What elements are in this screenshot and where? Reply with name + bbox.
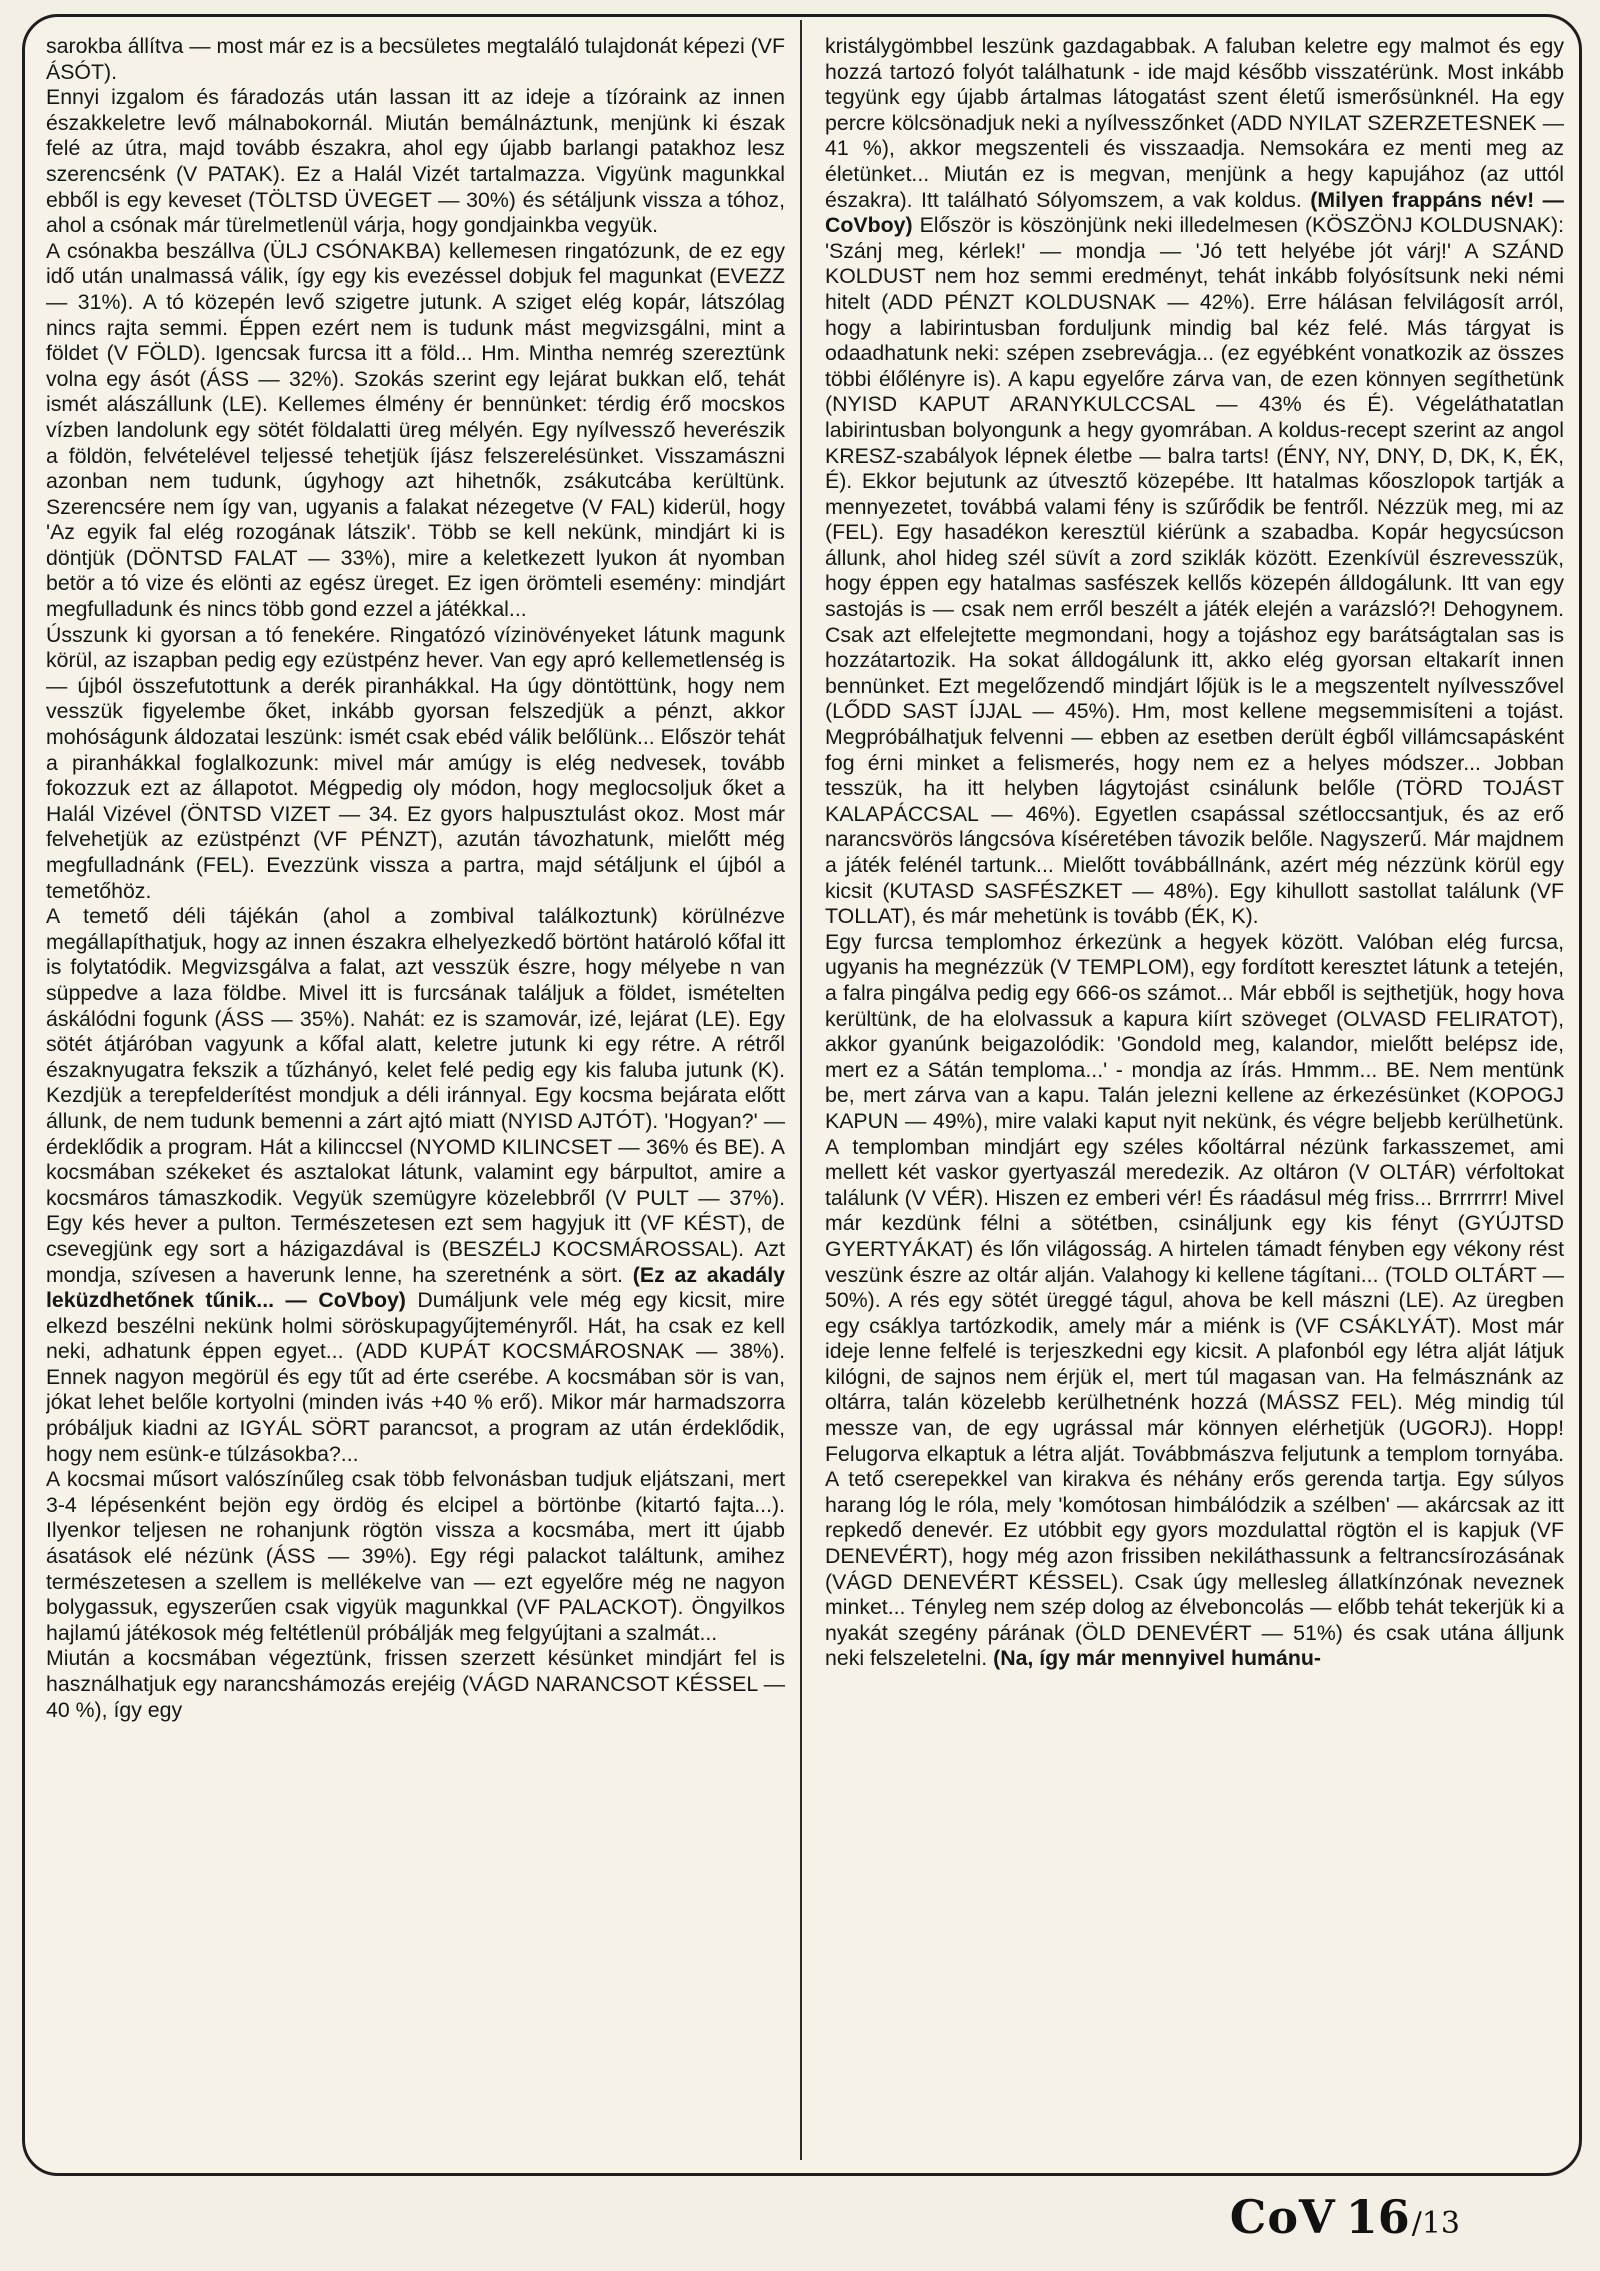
paragraph: Egy furcsa templomhoz érkezünk a hegyek között. Valóban elég furcsa, ugyanis ha megnézzük (V TEMPLOM), egy fordított keresztet látunk a tetején, a falra pingálva pedig egy 666-os számot... Már ebből is sejthetjük, hogy hova kerültünk, de ha elolvassuk a kapura kiírt szöveget (OLVASD FELIRATOT), akkor gyanúnk beigazolódik: 'Gondold meg, kalandor, mielőtt belépsz ide, mert ez a Sátán temploma...' - mondja az írás. Hmmm... BE. Nem mentünk be, mert zárva van a kapu. Talán jelezni kellene az érkezésünket (KOPOGJ KAPUN — 49%), mire valaki kaput nyit nekünk, és végre beljebb kerülhetünk. A templomban mindjárt egy széles kőoltárral nézünk farkasszemet, ami mellett két vaskor gyertyaszál meredezik. Az oltáron (V OLTÁR) vérfoltokat találunk (V VÉR). Hiszen ez emberi vér! És ráadásul még friss... Brrrrrrr! Mivel már kezdünk félni a sötétben, csináljunk egy kis fényt (GYÚJTSD GYERTYÁKAT) és lőn világosság. A hirtelen támadt fényben egy vékony rést veszünk észre az oltár alján. Valahogy ki kellene tágítani... (TOLD OLTÁRT — 50%). A rés egy sötét üreggé tágul, ahova be kell mászni (LE). Az üregben egy csáklya tartózkodik, amely már a miénk is (VF CSÁKLYÁT). Most már ideje lenne felfelé is terjeszkedni egy kicsit. A plafonból egy létra alját látjuk kilógni, de sajnos nem érjük el, mert túl magasan van. Ha felmásznánk az oltárra, talán közelebb kerülhetnénk hozzá (MÁSSZ FEL). Még mindig túl messze van, de egy ugrással már könnyen elérhetjük (UGORJ). Hopp! Felugorva elkaptuk a létra alját. Továbbmászva feljutunk a templom tornyába. A tető cserepekkel van kirakva és néhány erős gerenda tartja. Egy súlyos harang lóg le róla, mely 'komótosan himbálódzik a szélben' — akárcsak az itt repkedő denevér. Ez utóbbit egy gyors mozdulattal rögtön el is kapjuk (VF DENEVÉRT), hogy még azon frissiben nekiláthassunk a feltrancsírozásának (VÁGD DENEVÉRT KÉSSEL). Csak úgy mellesleg állatkínzónak neveznek minket... Tényleg nem szép dolog az élveboncolás — előbb tehát tekerjük ki a nyakát szegény párának (ÖLD DENEVÉRT — 51%) és csak utána álljunk neki felszeletelni. <box>825 929 1564 1671</box>
paragraph: Ússzunk ki gyorsan a tó fenekére. Ringatózó vízinövényeket látunk magunk körül, az iszapban pedig egy ezüstpénz hever. Van egy apró kellemetlenség is — újból összefutottunk a derék piranhákkal. Ha úgy döntöttünk, hogy nem vesszük figyelembe őket, inkább gyorsan felszedjük a pénzt, akkor mohóságunk áldozatai leszünk: ismét csak ebéd válik belőlünk... Először tehát a piranhákkal foglalkozunk: mivel már amúgy is elég nedvesek, tovább fokozzuk ezt az állapotot. Mégpedig oly módon, hogy meglocsoljuk őket a Halál Vizével (ÖNTSD VIZET — 34. Ez gyors halpusztulást okoz. Most már felvehetjük az ezüstpénzt (VF PÉNZT), azután távozhatunk, mielőtt még megfulladnánk (FEL). Evezzünk vissza a partra, majd sétáljunk el újból a temetőhöz. <box>46 622 785 903</box>
paragraph: Ennyi izgalom és fáradozás után lassan itt az ideje a tízóraink az innen északkeletre levő málnabokornál. Miután bemálnáztunk, menjünk ki észak felé az útra, majd tovább északra, ahol egy újabb barlangi patakhoz lesz szerencsénk (V PATAK). Ez a Halál Vizét tartalmazza. Vigyünk magunkkal ebből is egy keveset (TÖLTSD ÜVEGET — 30%) és sétáljunk vissza a tóhoz, ahol a csónak már türelmetlenül várja, hogy gondjainkba vegyük. <box>46 85 785 238</box>
article-columns <box>46 34 1564 2162</box>
page-number: 13 <box>1421 2206 1460 2241</box>
magazine-name: CoV <box>1229 2190 1336 2244</box>
paragraph: Miután a kocsmában végeztünk, frissen szerzett késünket mindjárt fel is használhatjuk egy narancshámozás erejéig (VÁGD NARANCSOT KÉSSEL — 40 %), így egy <box>46 1646 785 1722</box>
editor-comment: (Ez az akadály leküzdhetőnek tűnik... — CoVboy) <box>46 1262 785 1313</box>
paragraph: A csónakba beszállva (ÜLJ CSÓNAKBA) kellemesen ringatózunk, de ez egy idő után unalmassá válik, így egy kis evezéssel dobjuk fel magunkat (EVEZZ — 31%). A tó közepén levő szigetre jutunk. A sziget elég kopár, látszólag nincs rajta semmi. Éppen ezért nem is tudunk mást megvizsgálni, mint a földet (V FÖLD). Igencsak furcsa itt a föld... Hm. Mintha nemrég szereztünk volna egy ásót (ÁSS — 32%). Szokás szerint egy lejárat bukkan elő, tehát ismét alászállunk (LE). Kellemes élmény ér bennünket: térdig érő mocskos vízben landolunk egy sötét földalatti üreg mélyén. Egy nyílvessző heverészik a földön, felvételével teljessé tehetjük íjász felszerelésünket. Visszamászni azonban nem tudunk, úgyhogy azt hihetnők, zsákutcába kerültünk. Szerencsére nem így van, ugyanis a falakat nézegetve (V FAL) kiderül, hogy 'Az egyik fal elég rozogának látszik'. Több se kell nekünk, mindjárt ki is döntjük (DÖNTSD FALAT — 33%), mire a keletkezett lyukon át nyomban betör a tó vize és elönti az egész üreget. Ez igen örömteli esemény: mindjárt megfulladunk és nincs több gond ezzel a játékkal... <box>46 238 785 622</box>
paragraph: Dumáljunk vele még egy kicsit, mire elkezd beszélni nekünk holmi söröskupagyűjteményről. Hát, ha csak ez kell neki, adhatunk éppen egyet... (ADD KUPÁT KOCSMÁROSNAK — 38%). Ennek nagyon megörül és egy tűt ad érte cserébe. A kocsmában sör is van, jókat lehet belőle kortyolni (minden ivás +40 % erő). Mikor már harmadszorra próbáljuk kiadni az IGYÁL SÖRT parancsot, a program az után érdeklődik, hogy nem esünk-e túlzásokba?... <box>46 1288 785 1466</box>
left-column <box>46 34 785 2162</box>
editor-comment: (Na, így már mennyivel humánu- <box>993 1646 1321 1671</box>
paragraph: A kocsmai műsort valószínűleg csak több felvonásban tudjuk eljátszani, mert 3-4 lépésenként bejön egy ördög és elcipel a börtönbe (kitartó fajta...). Ilyenkor teljesen ne rohanjunk rögtön vissza a kocsmába, mert itt újabb ásatások elé nézünk (ÁSS — 39%). Egy régi palackot találtunk, amihez természetesen a szellem is mellékelve van — ezt egyelőre még ne nagyon bolygassuk, egyszerűen csak vigyük magunkkal (VF PALACKOT). Öngyilkos hajlamú játékosok még feltétlenül próbálják meg felgyújtani a szalmát... <box>46 1467 785 1645</box>
paragraph: A temető déli tájékán (ahol a zombival találkoztunk) körülnézve megállapíthatjuk, hogy az innen északra elhelyezkedő börtönt határoló kőfal itt is folytatódik. Megvizsgálva a falat, azt vesszük észre, hogy mélyebe n van süppedve a laza földbe. Mivel itt is furcsának találjuk a földet, ismételten áskálódni fogunk (ÁSS — 35%). Nahát: ez is szamovár, izé, lejárat (LE). Egy sötét átjáróban vagyunk a kőfal alatt, keletre jutunk ki egy rétre. A rétről északnyugatra fekszik a tűzhányó, kelet felé pedig egy kis faluba jutunk (K). Kezdjük a terepfelderítést mondjuk a déli iránnyal. Egy kocsma bejárata előtt állunk, de nem tudunk bemenni a zárt ajtó miatt (NYISD AJTÓT). 'Hogyan?' — érdeklődik a program. Hát a kilinccsel (NYOMD KILINCSET — 36% és BE). A kocsmában székeket és asztalokat látunk, valamint egy bárpultot, amire a kocsmáros támaszkodik. Vegyük szemügyre közelebbről (V PULT — 37%). Egy kés hever a pulton. Természetesen ezt sem hagyjuk itt (VF KÉST), de csevegjünk egy sort a házigazdával is (BESZÉLJ KOCSMÁROSSAL). Azt mondja, szívesen a haverunk lenne, ha szeretnénk a sört. <box>46 904 785 1287</box>
paragraph: Először is köszönjünk neki illedelmesen (KÖSZÖNJ KOLDUSNAK): 'Szánj meg, kérlek!' — mondja — 'Jó tett helyébe jót várj!' A SZÁND KOLDUST nem hoz semmi eredményt, tehát inkább folyósítsunk neki némi hitelt (ADD PÉNZT KOLDUSNAK — 42%). Erre hálásan felvilágosít arról, hogy a labirintusban forduljunk mindig bal kéz felé. Más tárgyat is odaadhatunk neki: szépen zsebrevágja... (ez egyébként vonatkozik az összes többi élőlényre is). A kapu egyelőre zárva van, de ezen könnyen segíthetünk (NYISD KAPUT ARANYKULCCSAL — 43% és É). Végeláthatatlan labirintusban bolyongunk a hegy gyomrában. A koldus-recept szerint az angol KRESZ-szabályok lépnek életbe — balra tarts! (ÉNY, NY, DNY, D, DK, K, ÉK, É). Ekkor bejutunk az útvesztő közepébe. Itt hatalmas kőoszlopok tartják a mennyezetet, továbbá valami fény is szűrődik be fentről. Nézzük meg, mi az (FEL). Egy hasadékon keresztül kiérünk a szabadba. Kopár hegycsúcson állunk, ahol hideg szél süvít a zord sziklák között. Ezenkívül észrevesszük, hogy éppen egy hatalmas sasfészek kellős közepén álldogálunk. Itt van egy sastojás is — csak nem erről beszélt a játék elején a varázsló?! Dehogynem. Csak azt elfelejtette megmondani, hogy a tojáshoz egy barátságtalan sas is hozzátartozik. Ha sokat álldogálunk itt, akko elég gyorsan eltakarít innen bennünket. Ezt megelőzendő mindjárt lőjük is le a megszentelt nyílvesszővel (LŐDD SAST ÍJJAL — 45%). Hm, most kellene megsemmisíteni a tojást. Megpróbálhatjuk felvenni — ebben az esetben derült égből villámcsapásként fog érni minket a felismerés, hogy nem ez a helyes módszer... Jobban tesszük, ha itt helyben lágytojást csinálunk belőle (TÖRD TOJÁST KALAPÁCCSAL — 46%). Egyetlen csapással szétloccsantjuk, és az erő narancsvörös lángcsóva kíséretében távozik belőle. Nagyszerű. Már majdnem a játék felénél tartunk... Mielőtt továbbállnánk, azért még nézzünk körül egy kicsit (KUTASD SASFÉSZKET — 48%). Egy kihullott sastollat találunk (VF TOLLAT), és már mehetünk is tovább (ÉK, K). <box>825 213 1564 929</box>
paragraph: kristálygömbbel leszünk gazdagabbak. A faluban keletre egy malmot és egy hozzá tartozó folyót találhatunk - ide majd később visszatérünk. Most inkább tegyünk egy újabb ártalmas látogatást szent életű ismerősünknél. Ha egy percre kölcsönadjuk neki a nyílvesszőnket (ADD NYILAT SZERZETESNEK — 41 %), akkor megszenteli és visszaadja. Nemsokára ez menti meg az életünket... Miután ez is megvan, menjünk a hegy kapujához (az uttól északra). Itt található Sólyomszem, a vak koldus. <box>825 34 1564 212</box>
issue-separator: / <box>1411 2206 1422 2241</box>
right-column <box>825 34 1564 2162</box>
paragraph: sarokba állítva — most már ez is a becsületes megtaláló tulajdonát képezi (VF ÁSÓT). <box>46 34 785 84</box>
page-footer <box>1230 2190 1460 2244</box>
editor-comment: (Milyen frappáns név! — CoVboy) <box>825 187 1564 238</box>
issue-number: 16 <box>1345 2190 1410 2244</box>
